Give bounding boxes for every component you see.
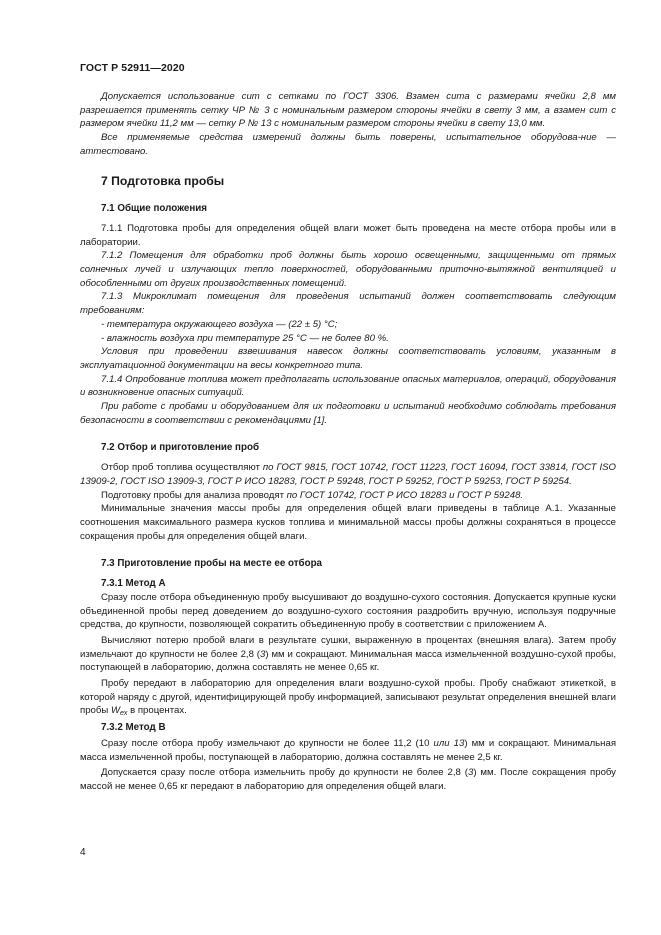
text-run: Отбор проб топлива осуществляют <box>101 462 263 474</box>
paragraph <box>80 489 616 503</box>
text-run: ) мм. После сокращения пробу массой не менее 0,65 кг передают в лабораторию для определения общей влаги. <box>80 767 616 792</box>
method-heading: 7.3.2 Метод В <box>101 722 166 734</box>
text-run-italic: по ГОСТ 9815, ГОСТ 10742, ГОСТ 11223, ГОСТ 16094, ГОСТ 33814, ГОСТ ISO 13909-2, ГОСТ ISO 13909-3, ГОСТ Р ИСО 18283, ГОСТ Р 59248, ГОСТ Р 59252, ГОСТ Р 59253, ГОСТ Р 59254. <box>80 462 616 487</box>
paragraph <box>80 634 616 675</box>
subsection-heading: 7.1 Общие положения <box>101 203 208 215</box>
paragraph: Минимальные значения массы пробы для определения общей влаги приведены в таблице А.1. Указанные соотношения максимального размера кусков топлива и минимальной массы пробы должны сохраняться в процессе сокращения пробы для определения общей влаги. <box>80 503 616 542</box>
text-run: ) мм и сокращают. Минимальная масса измельченной пробы, поступающей в лабораторию, должна составлять не менее 2,5 кг. <box>80 737 617 763</box>
paragraph: Условия при проведении взвешивания навесок должны соответствовать условиям, указанным в эксплуатационной документации на весы конкретного типа. <box>80 346 616 371</box>
intro-paragraph: Все применяемые средства измерений должны быть поверены, испытательное оборудова-ние — аттестовано. <box>80 132 616 157</box>
text-run: Вычисляют потерю пробой влаги в результате сушки, выраженную в процентах (внешняя влага). Затем пробу измельчают до крупности не более 2,8 ( <box>80 634 616 660</box>
section-heading: 7 Подготовка пробы <box>101 173 225 188</box>
paragraph: 7.1.1 Подготовка пробы для определения общей влаги может быть проведена на месте отбора пробы или в лаборатории. <box>80 222 616 248</box>
text-run: в процентах. <box>127 705 187 717</box>
subsection-heading: 7.2 Отбор и приготовление проб <box>101 442 259 454</box>
paragraph: Сразу после отбора объединенную пробу высушивают до воздушно-сухого состояния. Допускается крупные куски объединенной пробы перед доведением до воздушно-сухого состояния раздробить вручную, используя подручные средства, до крупности, позволяющей сократить объединенную пробу в соответствии с приложением А. <box>80 591 616 631</box>
text-run-italic: 3 <box>260 648 266 660</box>
text-run-italic: по ГОСТ 10742, ГОСТ Р ИСО 18283 и ГОСТ Р 59248. <box>286 489 524 501</box>
text-run-italic: 3 <box>467 767 474 779</box>
paragraph: При работе с пробами и оборудованием для их подготовки и испытаний необходимо соблюдать требования безопасности в соответствии с рекомендациями [1]. <box>80 401 616 426</box>
paragraph: 7.1.2 Помещения для обработки проб должны быть хорошо освещенными, защищенными от прямых солнечных лучей и излучающих тепло поверхностей, оборудованными приточно-вытяжной вентиляцией и обособленными от других производственных помещений. <box>80 250 616 289</box>
method-heading: 7.3.1 Метод А <box>101 578 166 590</box>
formula-symbol: W <box>110 705 120 717</box>
text-run: Допускается сразу после отбора измельчить пробу до крупности не более 2,8 ( <box>101 767 468 779</box>
subsection-heading: 7.3 Приготовление пробы на месте ее отбора <box>101 558 323 570</box>
text-run: Сразу после отбора пробу измельчают до крупности не более 11,2 (10 <box>101 737 434 749</box>
text-run: ) мм и сокращают. Минимальная масса измельченной воздушно-сухой пробы, поступающей в лабораторию, должна составлять не менее 0,65 кг. <box>80 648 616 674</box>
paragraph <box>80 677 616 721</box>
text-run: Подготовку пробы для анализа проводят <box>101 489 287 501</box>
page-number: 4 <box>80 847 86 858</box>
document-header: ГОСТ Р 52911—2020 <box>80 62 185 74</box>
paragraph <box>80 737 616 764</box>
text-run-italic: или 13 <box>433 737 465 749</box>
formula-subscript: ex <box>120 710 128 718</box>
document-body <box>80 90 616 794</box>
paragraph: 7.1.3 Микроклимат помещения для проведения испытаний должен соответствовать следующим требованиям: <box>80 291 616 317</box>
paragraph <box>80 461 616 488</box>
list-item: - влажность воздуха при температуре 25 °С — не более 80 %. <box>101 332 389 344</box>
paragraph: 7.1.4 Опробование топлива может предполагать использование опасных материалов, операций, оборудования и возникновение опасных ситуаций. <box>80 373 616 399</box>
paragraph <box>80 766 616 793</box>
text-run: Пробу передают в лабораторию для определения влаги воздушно-сухой пробы. Пробу снабжают этикеткой, в которой наряду с другой, идентифицирующей пробу информацией, записывают результат определения внешней влаги пробы <box>80 678 616 717</box>
intro-paragraph: Допускается использование сит с сетками по ГОСТ 3306. Взамен сита с размерами ячейки 2,8 мм разрешается применять сетку ЧР № 3 с номинальным размером стороны ячейки в свету 3 мм, а взамен сит с размером ячейки 11,2 мм — сетку Р № 13 с номинальным размером стороны ячейки в свету 13,0 мм. <box>80 91 616 130</box>
list-item: - температура окружающего воздуха — (22 ± 5) °С; <box>101 318 338 330</box>
